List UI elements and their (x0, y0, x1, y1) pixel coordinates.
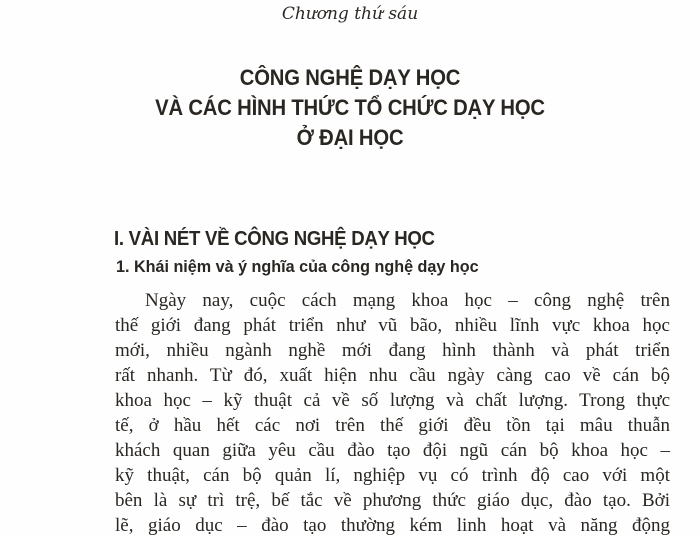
section-heading: I. VÀI NÉT VỀ CÔNG NGHỆ DẠY HỌC (114, 228, 435, 250)
chapter-title-line: Ở ĐẠI HỌC (296, 125, 404, 150)
paragraph-line: mới, nhiều ngành nghề mới đang hình thành và phát triển (115, 340, 670, 361)
paragraph-line: khách quan giữa yêu cầu đào tạo đội ngũ cán bộ khoa học – (115, 440, 670, 461)
paragraph-line: kỹ thuật, cán bộ quản lí, nghiệp vụ có trình độ cao với một (115, 465, 670, 486)
chapter-title-line: CÔNG NGHỆ DẠY HỌC (239, 65, 461, 90)
paragraph-line: thế giới đang phát triển như vũ bão, nhiều lĩnh vực khoa học (115, 315, 670, 336)
paragraph-line: lẽ, giáo dục – đào tạo thường kém linh hoạt và năng động (115, 515, 670, 536)
paragraph-line: Ngày nay, cuộc cách mạng khoa học – công nghệ trên (145, 290, 670, 311)
body-paragraph (115, 288, 670, 538)
subsection-heading: 1. Khái niệm và ý nghĩa của công nghệ dạy học (116, 257, 479, 276)
chapter-label: Chương thứ sáu (281, 4, 419, 24)
paragraph-line: rất nhanh. Từ đó, xuất hiện nhu cầu ngày càng cao về cán bộ (115, 365, 670, 386)
chapter-title (35, 63, 665, 153)
paragraph-line: tế, ở hầu hết các nơi trên thế giới đều tồn tại mâu thuẫn (115, 415, 670, 436)
chapter-title-line: VÀ CÁC HÌNH THỨC TỔ CHỨC DẠY HỌC (155, 95, 545, 120)
paragraph-line: khoa học – kỹ thuật cả về số lượng và chất lượng. Trong thực (115, 390, 670, 411)
paragraph-line: bên là sự trì trệ, bế tắc về phương thức giáo dục, đào tạo. Bởi (115, 490, 670, 511)
